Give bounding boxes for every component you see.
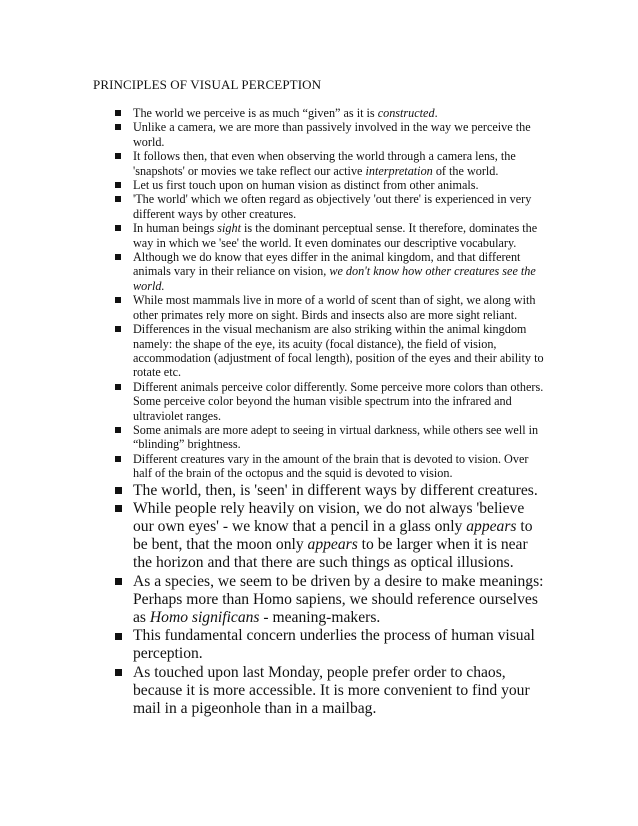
bullet-text-italic: appears	[466, 517, 517, 535]
bullet-item	[0, 627, 638, 663]
bullet-text: Differences in the visual mechanism are also striking within the animal kingdom namely: the shape of the eye, its acuity (focal distance), the field of vision, accommodation (adjustment of focal length), position of the eyes and their ability to rotate etc.	[133, 322, 544, 380]
bullet-text-italic: appears	[307, 536, 358, 554]
bullet-item	[0, 500, 638, 573]
square-bullet-icon	[115, 297, 121, 303]
square-bullet-icon	[115, 487, 122, 494]
bullet-text: The world we perceive is as much “given” as it is	[133, 106, 378, 120]
bullet-item	[0, 573, 638, 628]
square-bullet-icon	[115, 427, 121, 433]
bullet-item	[0, 106, 638, 120]
square-bullet-icon	[115, 384, 121, 390]
bullet-text-italic: sight	[217, 221, 241, 236]
bullet-text: is the dominant perceptual sense. It therefore, dominates the way in which we 'see' the world. It even dominates our descriptive vocabulary.	[133, 221, 538, 250]
square-bullet-icon	[115, 326, 121, 332]
bullet-text: In human beings	[133, 221, 218, 236]
bullet-text: .	[434, 106, 438, 120]
bullet-text-italic: we don't know how other creatures see the world.	[133, 264, 536, 293]
bullet-text: Let us first touch upon on human vision as distinct from other animals.	[133, 178, 479, 193]
bullet-text: While most mammals live in more of a world of scent than of sight, we along with other primates rely more on sight. Birds and insects also are more sight reliant.	[133, 293, 536, 322]
bullet-item	[0, 221, 638, 250]
square-bullet-icon	[115, 578, 122, 585]
square-bullet-icon	[115, 456, 121, 462]
bullet-text: Different creatures vary in the amount of the brain that is devoted to vision. Over half of the brain of the octopus and the squid is devoted to vision.	[133, 451, 529, 481]
bullet-item	[0, 380, 638, 423]
bullet-item	[0, 423, 638, 452]
bullet-item	[0, 452, 638, 481]
bullet-list	[0, 106, 638, 718]
bullet-item	[0, 178, 638, 192]
page-title: PRINCIPLES OF VISUAL PERCEPTION	[93, 77, 322, 92]
bullet-text: It follows then, that even when observing the world through a camera lens, the 'snapshots' or movies we take reflect our active	[133, 149, 516, 178]
bullet-item	[0, 664, 638, 719]
square-bullet-icon	[115, 196, 121, 202]
bullet-item	[0, 293, 638, 322]
bullet-text: - meaning-makers.	[259, 608, 381, 626]
square-bullet-icon	[115, 110, 121, 116]
bullet-text: to be bent, that the moon only	[133, 517, 533, 554]
bullet-text: Different animals perceive color differently. Some perceive more colors than others. Some perceive color beyond the human visible spectrum into the infrared and ultraviolet ranges.	[133, 379, 544, 423]
bullet-text: While people rely heavily on vision, we do not always 'believe our own eyes' - we know that a pencil in a glass only	[133, 499, 525, 535]
square-bullet-icon	[115, 225, 121, 231]
bullet-text: 'The world' which we often regard as objectively 'out there' is experienced in very different ways by other creatures.	[133, 192, 532, 221]
bullet-text: Some animals are more adept to seeing in virtual darkness, while others see well in “blinding” brightness.	[133, 422, 539, 452]
bullet-item	[0, 120, 638, 149]
bullet-text: The world, then, is 'seen' in different ways by different creatures.	[133, 481, 538, 499]
bullet-item	[0, 149, 638, 178]
bullet-item	[0, 322, 638, 380]
bullet-text-italic: constructed	[377, 106, 435, 120]
square-bullet-icon	[115, 124, 121, 130]
bullet-item	[0, 482, 638, 500]
square-bullet-icon	[115, 505, 122, 512]
bullet-text: This fundamental concern underlies the process of human visual perception.	[133, 627, 535, 663]
bullet-text-italic: Homo significans	[149, 608, 260, 626]
bullet-text: of the world.	[432, 163, 499, 178]
square-bullet-icon	[115, 669, 122, 676]
square-bullet-icon	[115, 254, 121, 260]
bullet-item	[0, 192, 638, 221]
bullet-text: As touched upon last Monday, people prefer order to chaos, because it is more accessible. It is more convenient to find your mail in a pigeonhole than in a mailbag.	[133, 663, 530, 717]
square-bullet-icon	[115, 182, 121, 188]
square-bullet-icon	[115, 633, 122, 640]
bullet-text: to be larger when it is near the horizon and that there are such things as optical illusions.	[133, 536, 528, 572]
bullet-text-italic: interpretation	[365, 163, 433, 178]
bullet-text: Although we do know that eyes differ in the animal kingdom, and that different animals vary in their reliance on vision,	[133, 250, 521, 279]
bullet-item	[0, 250, 638, 293]
bullet-text: As a species, we seem to be driven by a desire to make meanings: Perhaps more than Homo sapiens, we should reference ourselves as	[133, 572, 544, 626]
bullet-text: Unlike a camera, we are more than passively involved in the way we perceive the world.	[133, 120, 531, 149]
square-bullet-icon	[115, 153, 121, 159]
